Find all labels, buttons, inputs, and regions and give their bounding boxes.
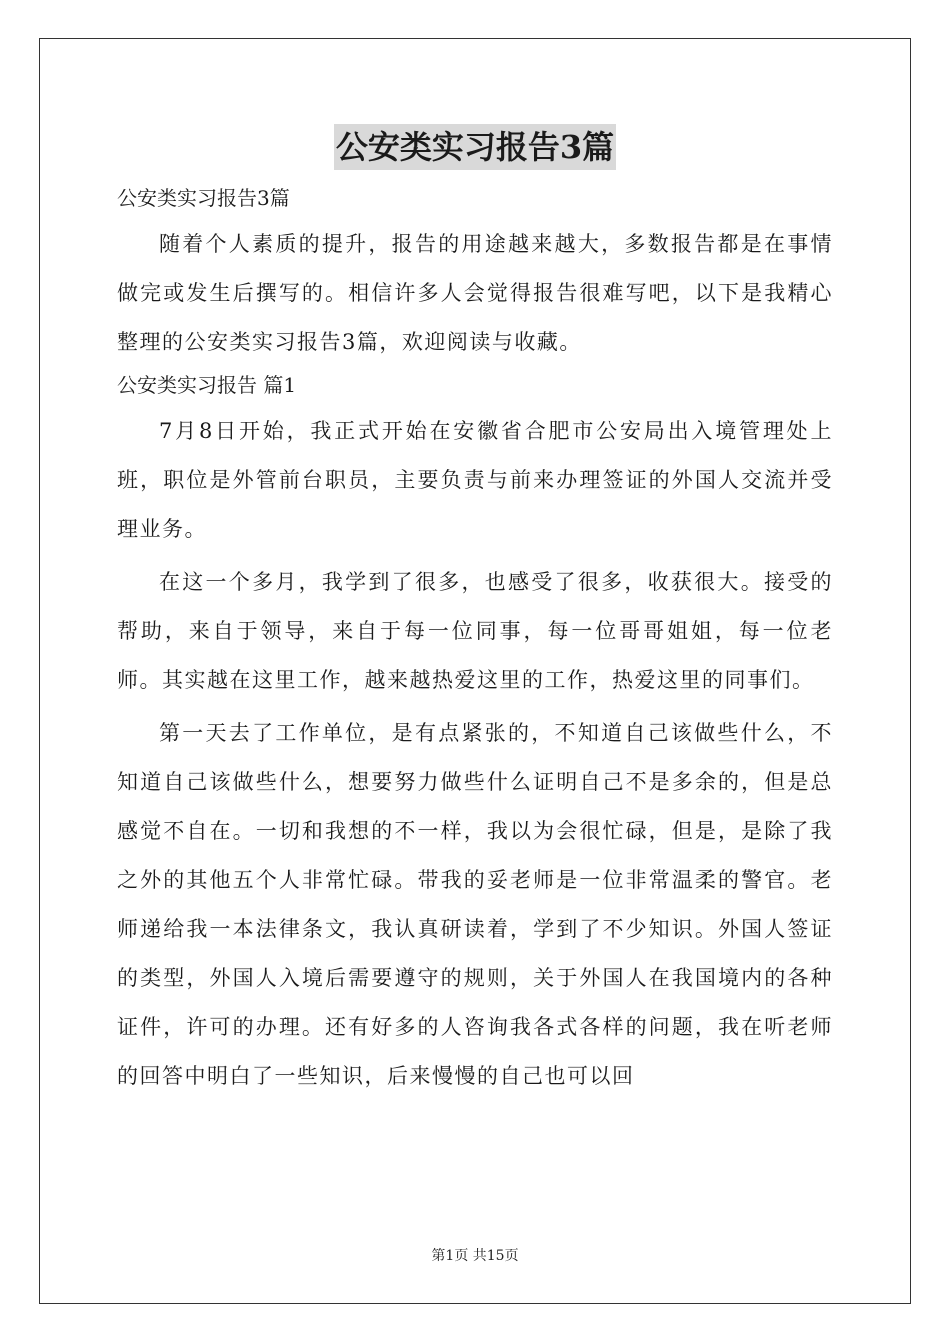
title-container	[0, 124, 950, 170]
body-paragraph-2: 在这一个多月，我学到了很多，也感受了很多，收获很大。接受的帮助，来自于领导，来自于每一位同事，每一位哥哥姐姐，每一位老师。其实越在这里工作，越来越热爱这里的工作，热爱这里的同事们。	[117, 570, 833, 692]
document-body	[117, 178, 833, 1101]
document-title: 公安类实习报告3篇	[334, 124, 616, 170]
body-paragraph-1: 7月8日开始，我正式开始在安徽省合肥市公安局出入境管理处上班，职位是外管前台职员，主要负责与前来办理签证的外国人交流并受理业务。	[117, 419, 833, 541]
body-paragraph-3: 第一天去了工作单位，是有点紧张的，不知道自己该做些什么，不知道自己该做些什么，想要努力做些什么证明自己不是多余的，但是总感觉不自在。一切和我想的不一样，我以为会很忙碌，但是，是除了我之外的其他五个人非常忙碌。带我的妥老师是一位非常温柔的警官。老师递给我一本法律条文，我认真研读着，学到了不少知识。外国人签证的类型，外国人入境后需要遵守的规则，关于外国人在我国境内的各种证件，许可的办理。还有好多的人咨询我各式各样的问题，我在听老师的回答中明白了一些知识，后来慢慢的自己也可以回	[117, 721, 833, 1088]
document-subtitle: 公安类实习报告3篇	[117, 186, 290, 210]
page-footer: 第1页 共15页	[431, 1248, 519, 1264]
section-heading: 公安类实习报告 篇1	[117, 373, 297, 397]
intro-paragraph: 随着个人素质的提升，报告的用途越来越大，多数报告都是在事情做完或发生后撰写的。相信许多人会觉得报告很难写吧，以下是我精心整理的公安类实习报告3篇，欢迎阅读与收藏。	[117, 232, 833, 354]
